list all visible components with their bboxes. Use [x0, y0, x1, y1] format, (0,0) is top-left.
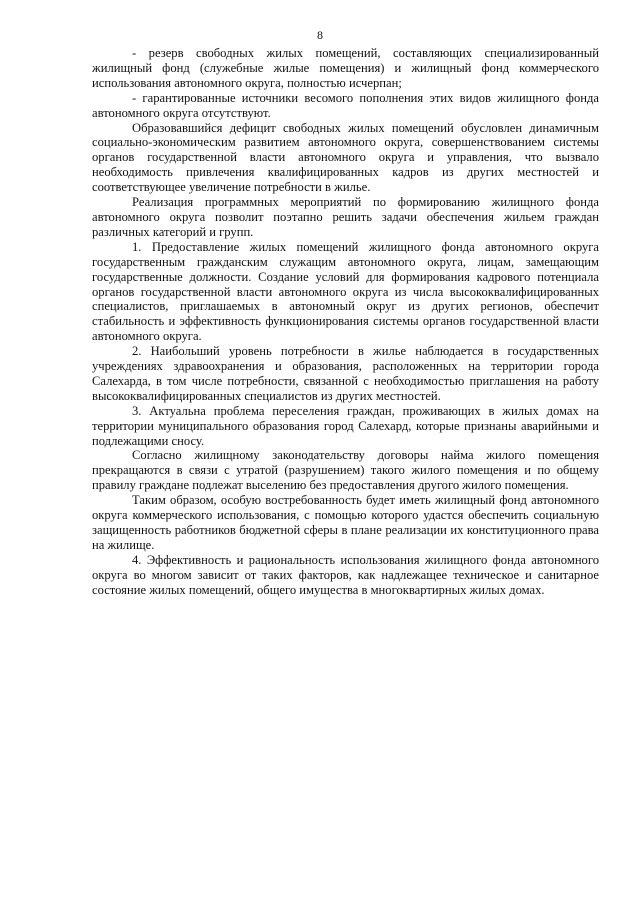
page-number: 8 [317, 28, 323, 42]
paragraph-item-1: 1. Предоставление жилых помещений жилищного фонда автономного округа государственным гражданским служащим автономного округа, лицам, замещающим государственные должности. Создание условий для формирования кадрового потенциала органов государственной власти автономного округа из числа высококвалифицированных специалистов, приглашаемых в автономный округ из других регионов, обеспечит стабильность и эффективность функционирования системы органов государственной власти автономного округа. [92, 239, 599, 344]
paragraph-housing-law: Согласно жилищному законодательству договоры найма жилого помещения прекращаются в связи с утратой (разрушением) такого жилого помещения и по общему правилу граждане подлежат выселению без предоставления другого жилого помещения. [92, 448, 599, 493]
paragraph-commercial-fund: Таким образом, особую востребованность будет иметь жилищный фонд автономного округа коммерческого использования, с помощью которого удастся обеспечить социальную защищенность работников бюджетной сферы в плане реализации их конституционного права на жилище. [92, 493, 599, 552]
paragraph-item-2: 2. Наибольший уровень потребности в жилье наблюдается в государственных учреждениях здравоохранения и образования, расположенных на территории города Салехарда, в том числе потребности, связанной с необходимостью приглашения на работу высококвалифицированных специалистов из других местностей. [92, 344, 599, 403]
paragraph-program-implementation: Реализация программных мероприятий по формированию жилищного фонда автономного округа позволит поэтапно решить задачи обеспечения жильем граждан различных категорий и групп. [92, 195, 599, 239]
paragraph-item-3: 3. Актуальна проблема переселения граждан, проживающих в жилых домах на территории муниципального образования город Салехард, которые признаны аварийными и подлежащими сносу. [92, 403, 599, 448]
paragraph-item-4: 4. Эффективность и рациональность использования жилищного фонда автономного округа во многом зависит от таких факторов, как надлежащее техническое и санитарное состояние жилых помещений, общего имущества в многоквартирных жилых домах. [92, 552, 599, 597]
paragraph-no-sources: - гарантированные источники весомого пополнения этих видов жилищного фонда автономного округа отсутствуют. [92, 90, 599, 120]
paragraph-deficit: Образовавшийся дефицит свободных жилых помещений обусловлен динамичным социально-экономическим развитием автономного округа, совершенствованием системы органов государственной власти автономного округа и управления, что вызвало необходимость привлечения квалифицированных кадров из других местностей и соответствующее увеличение потребности в жилье. [92, 120, 599, 195]
body-text [92, 46, 599, 598]
paragraph-reserve-exhausted: - резерв свободных жилых помещений, составляющих специализированный жилищный фонд (служебные жилые помещения) и жилищный фонд коммерческого использования автономного округа, полностью исчерпан; [92, 46, 599, 90]
